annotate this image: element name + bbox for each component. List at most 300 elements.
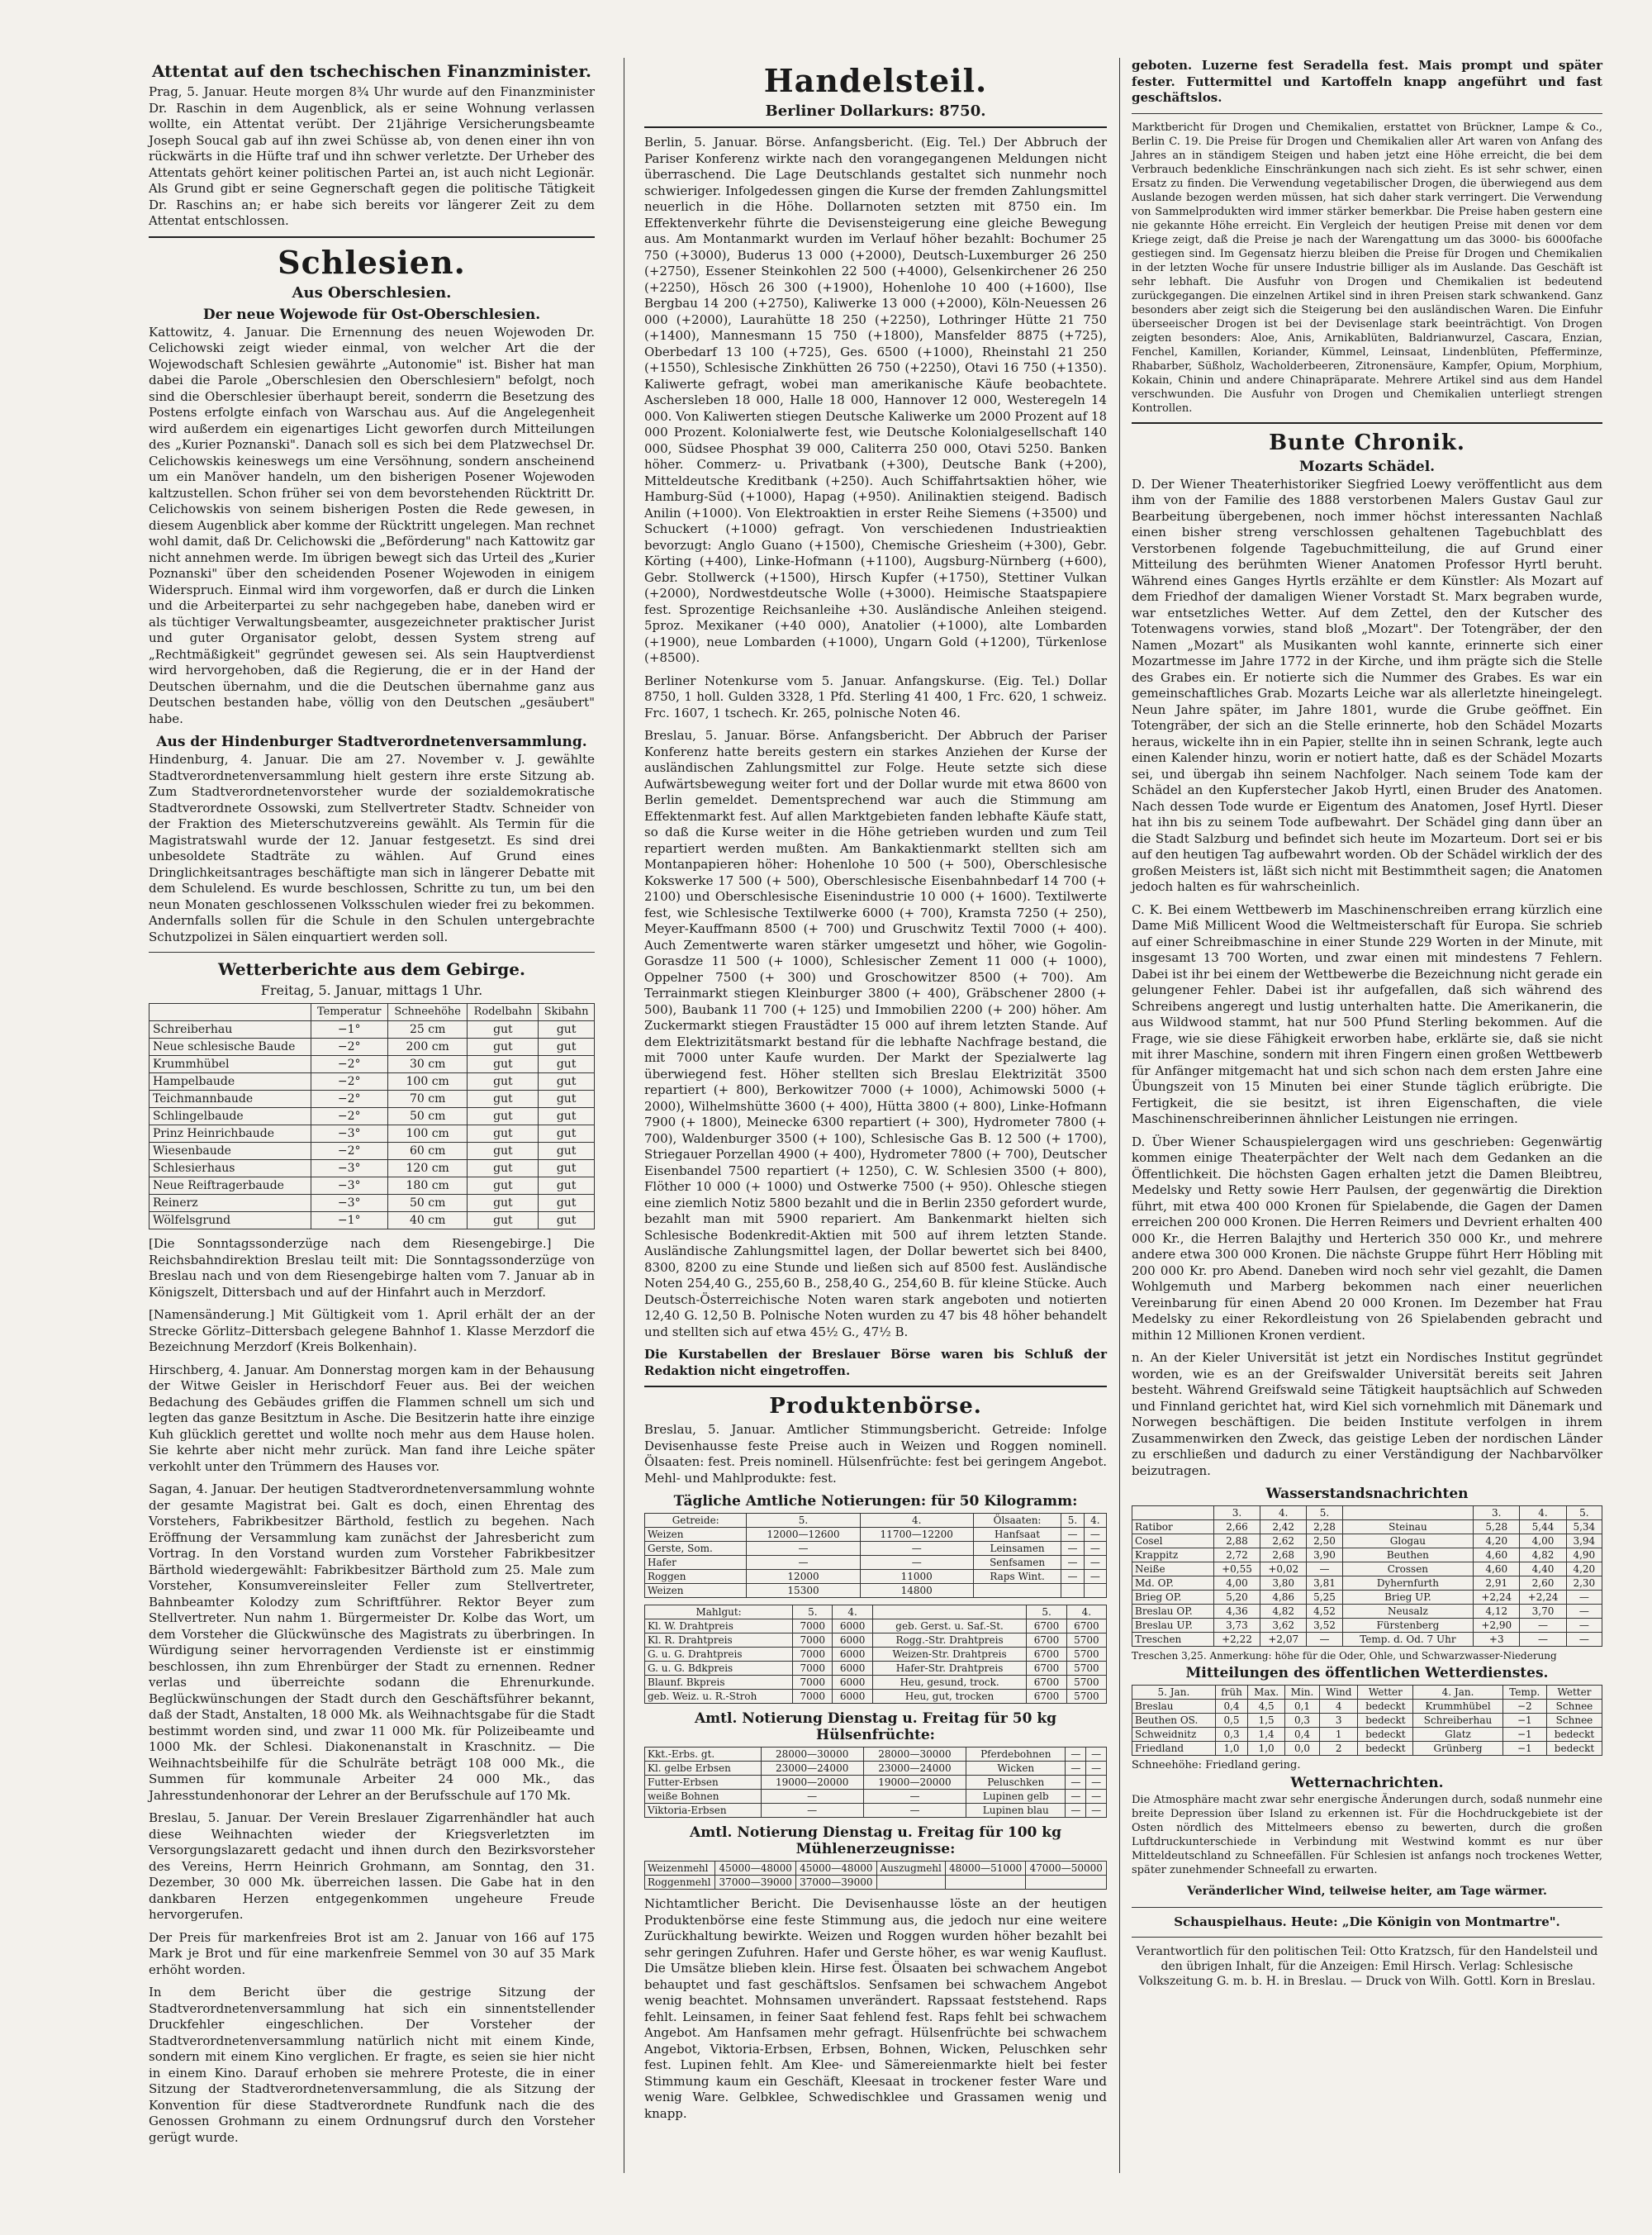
- drogen-marktbericht: Marktbericht für Drogen und Chemikalien, erstattet von Brückner, Lampe & Co., Berlin C. 19. Die Preise für Drogen und Chemikalien aller Art waren von Anfang des Jahres an in ständigem Steigen und haben jetzt eine Höhe erreicht, die bei dem Verbrauch bedenkliche Einschränkungen nach sich zieht. Es ist sehr schwer, einen Ersatz zu finden. Die Verwendung vegetabilischer Drogen, die überwiegend aus dem Auslande bezogen werden müssen, hat sich daher stark verringert. Die Verwendung von Sammelprodukten wird immer stärker bemerkbar. Die Preise haben gestern eine nie gekannte Höhe erreicht. Ein Vergleich der heutigen Preise mit denen vor dem Kriege zeigt, daß die Preise je nach der Warengattung um das 3000- bis 6000fache gestiegen sind. Im Gegensatz hierzu bleiben die Preise für Drogen und Chemikalien in der letzten Woche für unsere Industrie billiger als im Auslande. Das Geschäft ist sehr lebhaft. Die Ausfuhr von Drogen und Chemikalien ist bedeutend zurückgegangen. Die einzelnen Artikel sind in ihren Preisen stark schwankend. Ganz besonders aber zeigt sich die Steigerung bei den ausländischen Waren. Die Einfuhr überseeischer Drogen ist bei der Devisenlage stark beeinträchtigt. Von Drogen zeigten besonders: Aloe, Anis, Arnikablüten, Baldrianwurzel, Cascara, Enzian, Fenchel, Kamillen, Koriander, Kümmel, Leinsaat, Lindenblüten, Pfefferminze, Rhabarber, Süßholz, Wacholderbeeren, Zitronensäure, Kampfer, Opium, Morphium, Kokain, Chinin und andere Chinapräparate. Mehrere Artikel sind aus dem Handel verschwunden. Die Ausfuhr von Drogen und Chemikalien unterliegt strengen Kontrollen.: [1132, 121, 1602, 415]
- table-row: [1132, 1520, 1602, 1534]
- table-cell: —: [747, 1542, 860, 1556]
- divider: [1132, 1937, 1602, 1938]
- table-row: [150, 1108, 595, 1125]
- table-cell: gut: [468, 1212, 539, 1229]
- table-cell: Teichmannbaude: [150, 1091, 311, 1108]
- table-cell: 25 cm: [387, 1021, 468, 1039]
- table-cell: 50 cm: [387, 1195, 468, 1212]
- muehlenerzeugnisse-table: [644, 1861, 1107, 1890]
- table-cell: Schlesierhaus: [150, 1160, 311, 1177]
- wetterdienst-table: [1132, 1685, 1602, 1756]
- table-cell: +3: [1474, 1633, 1520, 1647]
- table-row: [645, 1804, 1107, 1818]
- table-cell: 3,70: [1520, 1605, 1566, 1619]
- table-cell: 200 cm: [387, 1039, 468, 1056]
- table-cell: 3,81: [1307, 1576, 1342, 1591]
- table-header-cell: Ölsaaten:: [973, 1514, 1061, 1528]
- table-cell: Glatz: [1413, 1728, 1502, 1742]
- table-cell: 4,40: [1520, 1562, 1566, 1576]
- table-cell: Leinsamen: [973, 1542, 1061, 1556]
- produktenboerse-title: Produktenbörse.: [769, 1394, 982, 1419]
- table-header-cell: 4.: [1260, 1506, 1307, 1520]
- table-cell: 4,12: [1474, 1605, 1520, 1619]
- table-cell: —: [761, 1790, 863, 1804]
- table-header-cell: 5. Jan.: [1132, 1686, 1216, 1700]
- table-cell: [973, 1584, 1061, 1598]
- table-cell: Kl. gelbe Erbsen: [645, 1762, 762, 1776]
- table-cell: 7000: [793, 1662, 833, 1676]
- table-cell: −2°: [311, 1091, 387, 1108]
- table-cell: —: [1066, 1748, 1086, 1762]
- table-row: [150, 1125, 595, 1143]
- table-cell: Wölfelsgrund: [150, 1212, 311, 1229]
- table-cell: −2°: [311, 1143, 387, 1160]
- table-cell: 30 cm: [387, 1056, 468, 1073]
- table-cell: Auszugmehl: [876, 1862, 945, 1876]
- wetter-prognose: Veränderlicher Wind, teilweise heiter, am Tage wärmer.: [1187, 1885, 1547, 1898]
- notierungen-caption: Tägliche Amtliche Notierungen: für 50 Kilogramm:: [673, 1493, 1078, 1510]
- table-cell: 7000: [793, 1690, 833, 1704]
- table-cell: Prinz Heinrichbaude: [150, 1125, 311, 1143]
- hindenburg-article: Hindenburg, 4. Januar. Die am 27. November v. J. gewählte Stadtverordnetenversammlung hielt gestern ihre erste Sitzung ab. Zum Stadtverordnetenvorsteher wurde der sozialdemokratische Stadtverordnete Ossowski, zum Stellvertreter Stadtv. Schneider von der Fraktion des Mieterschutzvereins gewählt. Als Termin für die Magistratswahl wurde der 12. Januar festgesetzt. Es sind drei unbesoldete Stadträte zu wählen. Auf Grund eines Dringlichkeitsantrages beschäftigte man sich in längerer Debatte mit dem Schulelend. Es wurde beschlossen, Schritte zu tun, um bei den neun Monaten geschlossenen Volksschulen wieder frei zu bekommen. Andernfalls sollen für die Schule in den Schulen untergebrachte Schutzpolizei in Sälen einquartiert werden soll.: [149, 752, 595, 944]
- table-cell: 5700: [1066, 1648, 1106, 1662]
- table-cell: 45000—48000: [796, 1862, 877, 1876]
- divider: [149, 952, 595, 953]
- table-cell: —: [1566, 1605, 1602, 1619]
- table-cell: Cosel: [1132, 1534, 1214, 1548]
- table-cell: 2,30: [1566, 1576, 1602, 1591]
- table-cell: bedeckt: [1358, 1742, 1413, 1756]
- table-cell: Kkt.-Erbs. gt.: [645, 1748, 762, 1762]
- table-header-cell: 5.: [1307, 1506, 1342, 1520]
- table-cell: Krappitz: [1132, 1548, 1214, 1562]
- table-cell: −2°: [311, 1073, 387, 1091]
- namensaenderung-article: [Namensänderung.] Mit Gültigkeit vom 1. April erhält der an der Strecke Görlitz–Dittersbach gelegene Bahnhof 1. Klasse Merzdorf die Bezeichnung Merzdorf (Kreis Bolkenhain).: [149, 1307, 595, 1354]
- table-cell: —: [1520, 1633, 1566, 1647]
- table-cell: 2,42: [1260, 1520, 1307, 1534]
- table-cell: −2°: [311, 1056, 387, 1073]
- table-header-cell: 3.: [1474, 1506, 1520, 1520]
- table-cell: —: [1086, 1804, 1107, 1818]
- table-cell: 2,91: [1474, 1576, 1520, 1591]
- table-cell: 50 cm: [387, 1108, 468, 1125]
- table-cell: 47000—50000: [1026, 1862, 1107, 1876]
- table-cell: 1,0: [1248, 1742, 1285, 1756]
- table-cell: —: [1086, 1790, 1107, 1804]
- hirschberg-article: Hirschberg, 4. Januar. Am Donnerstag morgen kam in der Behausung der Witwe Geisler in Herischdorf Feuer aus. Bei der weichen Bedachung des Gebäudes griffen die Flammen schnell um sich und legten das ganze Besitztum in Asche. Die Besitzerin hatte ihre einzige Kuh glücklich gerettet und wollte noch mehr aus dem Hause holen. Sie kehrte aber nicht mehr zurück. Man fand ihre Leiche später verkohlt unter den Trümmern des Hauses vor.: [149, 1362, 595, 1474]
- table-cell: Weizenmehl: [645, 1862, 715, 1876]
- table-header-cell: 5.: [1566, 1506, 1602, 1520]
- futtermittel-text: geboten. Luzerne fest Seradella fest. Mais prompt und später fester. Futtermittel und Kartoffeln knapp angeführt und fast geschäftslos.: [1132, 58, 1602, 105]
- wasserstand-note: Treschen 3,25. Anmerkung: höhe für die Oder, Ohle, und Schwarzwasser-Niederung: [1132, 1650, 1557, 1662]
- mozart-article: D. Der Wiener Theaterhistoriker Siegfried Loewy veröffentlicht aus dem ihm von der Familie des 1888 verstorbenen Malers Gustav Gaul zur Bearbeitung übergebenen, noch immer höchst interessanten Nachlaß einen bisher streng verschlossen gehaltenen Tagebuchblatt des Verstorbenen folgende Tagebuchmitteilung, die auf Grund einer Mitteilung des berühmten Wiener Anatomen Professor Hyrtl beruht. Während eines Ganges Hyrtls erzählte er dem Künstler: Als Mozart auf dem Friedhof der damaligen Wiener Vorstadt St. Marx begraben wurde, war entsetzliches Wetter. Auf dem Zettel, den der Kutscher des Totenwagens vorwies, stand bloß „Mozart". Der Totengräber, der den Namen „Mozart" als Musikanten wohl kannte, erinnerte sich einer Mozartmesse im Jahre 1772 in der Kirche, und ihm prägte sich die Stelle des Grabes ein. Er notierte sich die Nummer des Grabes. Es war ein gemeinschaftliches Grab. Mozarts Leiche war als allerletzte hineingelegt. Neun Jahre später, im Jahre 1801, wurde die Grube geöffnet. Ein Totengräber, der sich an die Stelle erinnerte, hob den Schädel Mozarts heraus, wickelte ihn in ein Papier, stellte ihn in seinen Schrank, legte auch einen Kalender hinzu, worin er notiert hatte, daß es der Schädel Mozarts sei, und übergab ihn seinem Nachfolger. Nach seinem Tode kam der Schädel an den Kupferstecher Jakob Hyrtl, einen Bruder des Anatomen. Nach dessen Tode wurde er Eigentum des Anatomen, Josef Hyrtl. Dieser hat ihn bis zu seinem Tode aufbewahrt. Der Schädel ging dann über an die Stadt Salzburg und befindet sich heute im Mozarteum. Dort sei er bis auf den heutigen Tag aufbewahrt worden. Ob der Schädel wirklich der des großen Meisters ist, läßt sich nicht mit Bestimmtheit sagen; die Anatomen jedoch halten es für wahrscheinlich.: [1132, 476, 1602, 894]
- table-cell: Weizen: [645, 1584, 747, 1598]
- wetter-gebirge-title: Wetterberichte aus dem Gebirge.: [218, 959, 525, 979]
- table-cell: G. u. G. Bdkpreis: [645, 1662, 793, 1676]
- huelsenfruechte-table: [644, 1747, 1107, 1818]
- table-cell: 100 cm: [387, 1125, 468, 1143]
- column-2: [644, 58, 1107, 2128]
- table-cell: 4,86: [1260, 1591, 1307, 1605]
- table-cell: Dyhernfurth: [1342, 1576, 1474, 1591]
- table-cell: +2,90: [1474, 1619, 1520, 1633]
- table-cell: Hanfsaat: [973, 1528, 1061, 1542]
- table-row: [645, 1662, 1107, 1676]
- table-cell: 11700—12200: [860, 1528, 973, 1542]
- divider: [149, 236, 595, 238]
- table-cell: Lupinen gelb: [966, 1790, 1066, 1804]
- table-row: [1132, 1714, 1602, 1728]
- table-row: [645, 1676, 1107, 1690]
- table-cell: gut: [539, 1195, 595, 1212]
- table-cell: Hampelbaude: [150, 1073, 311, 1091]
- table-row: [150, 1021, 595, 1039]
- table-row: [645, 1862, 1107, 1876]
- table-header-cell: Temperatur: [311, 1004, 387, 1021]
- hindenburg-heading: Aus der Hindenburger Stadtverordnetenversammlung.: [156, 734, 587, 750]
- table-row: [150, 1195, 595, 1212]
- table-cell: —: [1307, 1562, 1342, 1576]
- table-cell: 180 cm: [387, 1177, 468, 1195]
- table-cell: 6700: [1027, 1619, 1066, 1633]
- table-cell: 2,72: [1213, 1548, 1260, 1562]
- table-cell: 2,66: [1213, 1520, 1260, 1534]
- table-header-cell: 4.: [1520, 1506, 1566, 1520]
- table-cell: gut: [468, 1125, 539, 1143]
- table-cell: 23000—24000: [863, 1762, 966, 1776]
- table-cell: 5,34: [1566, 1520, 1602, 1534]
- table-header-cell: Wetter: [1546, 1686, 1602, 1700]
- table-cell: 4,00: [1213, 1576, 1260, 1591]
- table-cell: 4,82: [1520, 1548, 1566, 1562]
- table-header-cell: Temp.: [1502, 1686, 1546, 1700]
- table-cell: Schnee: [1546, 1714, 1602, 1728]
- table-header-cell: 5.: [1061, 1514, 1084, 1528]
- table-cell: 0,1: [1285, 1700, 1320, 1714]
- table-row: [645, 1762, 1107, 1776]
- table-cell: 6700: [1027, 1676, 1066, 1690]
- table-cell: —: [1066, 1804, 1086, 1818]
- table-cell: 4: [1319, 1700, 1357, 1714]
- table-cell: −3°: [311, 1177, 387, 1195]
- table-row: [645, 1584, 1107, 1598]
- table-cell: gut: [468, 1056, 539, 1073]
- table-row: [645, 1570, 1107, 1584]
- table-row: [645, 1648, 1107, 1662]
- table-cell: 0,3: [1215, 1728, 1247, 1742]
- table-header-cell: [1132, 1506, 1214, 1520]
- table-row: [1132, 1700, 1602, 1714]
- table-cell: 28000—30000: [761, 1748, 863, 1762]
- table-cell: −2°: [311, 1108, 387, 1125]
- table-cell: —: [1566, 1619, 1602, 1633]
- table-cell: 60 cm: [387, 1143, 468, 1160]
- table-cell: 2,60: [1520, 1576, 1566, 1591]
- table-header-cell: [150, 1004, 311, 1021]
- sonderzuege-article: [Die Sonntagssonderzüge nach dem Riesengebirge.] Die Reichsbahndirektion Breslau teilt mit: Die Sonntagssonderzüge von Breslau nach und von dem Riesengebirge halten vom 7. Januar ab in Königszelt, Dittersbach und auf der Hinfahrt auch in Merzdorf.: [149, 1236, 595, 1300]
- table-cell: Breslau: [1132, 1700, 1216, 1714]
- table-cell: 2,68: [1260, 1548, 1307, 1562]
- wasserstand-table: [1132, 1505, 1602, 1647]
- table-cell: Grünberg: [1413, 1742, 1502, 1756]
- table-cell: Weizen: [645, 1528, 747, 1542]
- table-cell: Peluschken: [966, 1776, 1066, 1790]
- table-row: [645, 1748, 1107, 1762]
- table-cell: −3°: [311, 1160, 387, 1177]
- table-cell: 5,25: [1307, 1591, 1342, 1605]
- table-cell: gut: [468, 1195, 539, 1212]
- table-cell: 6700: [1027, 1690, 1066, 1704]
- table-cell: —: [1084, 1542, 1106, 1556]
- table-header-cell: Min.: [1285, 1686, 1320, 1700]
- table-cell: —: [1084, 1528, 1106, 1542]
- table-cell: Ratibor: [1132, 1520, 1214, 1534]
- table-row: [150, 1212, 595, 1229]
- table-cell: Gerste, Som.: [645, 1542, 747, 1556]
- table-header-cell: früh: [1215, 1686, 1247, 1700]
- table-cell: +2,24: [1474, 1591, 1520, 1605]
- table-header-cell: 4. Jan.: [1413, 1686, 1502, 1700]
- table-cell: Neue Reiftragerbaude: [150, 1177, 311, 1195]
- kiel-article: n. An der Kieler Universität ist jetzt ein Nordisches Institut gegründet worden, wie es an der Greifswalder Universität bereits seit Jahren besteht. Während Greifswald seine Tätigkeit hauptsächlich auf Schweden und Finnland gerichtet hat, wird Kiel sich vornehmlich mit Dänemark und Norwegen beschäftigen. Die beiden Institute verfolgen in ihrem Zusammenwirken den Zweck, das geistige Leben der nordischen Länder zu erschließen und dadurch zu einer Verständigung der Nachbarvölker beizutragen.: [1132, 1350, 1602, 1478]
- table-header-cell: 5.: [747, 1514, 860, 1528]
- table-cell: 19000—20000: [761, 1776, 863, 1790]
- table-cell: —: [1066, 1776, 1086, 1790]
- table-cell: —: [1084, 1556, 1106, 1570]
- table-cell: 5700: [1066, 1676, 1106, 1690]
- table-cell: 4,5: [1248, 1700, 1285, 1714]
- table-cell: Roggen: [645, 1570, 747, 1584]
- table-cell: —: [1086, 1776, 1107, 1790]
- table-cell: Rogg.-Str. Drahtpreis: [872, 1633, 1027, 1648]
- table-cell: Krummhübel: [150, 1056, 311, 1073]
- table-cell: Krummhübel: [1413, 1700, 1502, 1714]
- column-3: [1132, 58, 1602, 1989]
- table-cell: Pferdebohnen: [966, 1748, 1066, 1762]
- table-cell: 23000—24000: [761, 1762, 863, 1776]
- table-cell: Schreiberhau: [1413, 1714, 1502, 1728]
- table-cell: +2,24: [1520, 1591, 1566, 1605]
- table-cell: 4,60: [1474, 1562, 1520, 1576]
- table-row: [645, 1556, 1107, 1570]
- notenkurse-article: Berliner Notenkurse vom 5. Januar. Anfangskurse. (Eig. Tel.) Dollar 8750, 1 holl. Gulden 3328, 1 Pfd. Sterling 41 400, 1 Frc. 620, 1 schweiz. Frc. 1607, 1 tschech. Kr. 265, polnische Noten 46.: [644, 673, 1107, 720]
- table-cell: 6700: [1027, 1633, 1066, 1648]
- table-cell: G. u. G. Drahtpreis: [645, 1648, 793, 1662]
- table-cell: bedeckt: [1546, 1742, 1602, 1756]
- table-cell: 11000: [860, 1570, 973, 1584]
- table-cell: —: [1307, 1633, 1342, 1647]
- table-cell: 7000: [793, 1648, 833, 1662]
- table-cell: 2,88: [1213, 1534, 1260, 1548]
- muehlenerzeugnisse-caption: Amtl. Notierung Dienstag u. Freitag für 100 kg Mühlenerzeugnisse:: [690, 1824, 1061, 1857]
- table-row: [645, 1633, 1107, 1648]
- table-cell: Heu, gesund, trock.: [872, 1676, 1027, 1690]
- table-cell: 70 cm: [387, 1091, 468, 1108]
- table-row: [645, 1690, 1107, 1704]
- table-cell: Friedland: [1132, 1742, 1216, 1756]
- table-cell: —: [1066, 1790, 1086, 1804]
- table-cell: Neusalz: [1342, 1605, 1474, 1619]
- table-header-cell: 4.: [860, 1514, 973, 1528]
- table-cell: Schlingelbaude: [150, 1108, 311, 1125]
- wetterdienst-title: Mitteilungen des öffentlichen Wetterdienstes.: [1185, 1665, 1549, 1681]
- table-cell: Reinerz: [150, 1195, 311, 1212]
- table-cell: [1026, 1876, 1107, 1890]
- table-cell: −1: [1502, 1714, 1546, 1728]
- table-cell: —: [860, 1556, 973, 1570]
- table-cell: 7000: [793, 1619, 833, 1633]
- table-cell: gut: [468, 1160, 539, 1177]
- table-cell: 6700: [1027, 1648, 1066, 1662]
- table-cell: 7000: [793, 1633, 833, 1648]
- schauspielhaus: Schauspielhaus. Heute: „Die Königin von Montmartre".: [1174, 1914, 1560, 1929]
- table-cell: bedeckt: [1358, 1700, 1413, 1714]
- table-row: [150, 1091, 595, 1108]
- table-cell: 4,60: [1474, 1548, 1520, 1562]
- table-cell: gut: [539, 1212, 595, 1229]
- table-header-cell: 5.: [793, 1605, 833, 1619]
- table-header-cell: Mahlgut:: [645, 1605, 793, 1619]
- table-cell: Weizen-Str. Drahtpreis: [872, 1648, 1027, 1662]
- table-cell: −3°: [311, 1195, 387, 1212]
- table-cell: −1: [1502, 1742, 1546, 1756]
- table-header-cell: Schneehöhe: [387, 1004, 468, 1021]
- table-cell: Senfsamen: [973, 1556, 1061, 1570]
- table-cell: gut: [468, 1143, 539, 1160]
- table-cell: weiße Bohnen: [645, 1790, 762, 1804]
- table-row: [1132, 1619, 1602, 1633]
- table-cell: Kl. R. Drahtpreis: [645, 1633, 793, 1648]
- berlin-boerse-article: Berlin, 5. Januar. Börse. Anfangsbericht. (Eig. Tel.) Der Abbruch der Pariser Konferenz wirkte nach den vorangegangenen Meldungen nicht überraschend. Die Lage Deutschlands gestaltet sich nunmehr noch schwieriger. Infolgedessen gingen die Kurse der fremden Zahlungsmittel neuerlich in die Höhe. Dollarnoten setzten mit 8750 ein. Im Effektenverkehr führte die Devisensteigerung eine gleiche Bewegung aus. Am Montanmarkt wurden im Verlauf höher bezahlt: Bochumer 25 750 (+3000), Buderus 13 000 (+2000), Deutsch-Luxemburger 26 250 (+2750), Essener Steinkohlen 22 500 (+4000), Gelsenkirchener 26 250 (+2250), Hösch 26 300 (+1900), Hohenlohe 10 400 (+1600), Ilse Bergbau 14 200 (+2750), Kaliwerke 13 000 (+2000), Köln-Neuessen 26 000 (+2000), Laurahütte 18 250 (+2250), Lothringer Hütte 21 750 (+1400), Mannesmann 15 750 (+1800), Mansfelder 8875 (+725), Oberbedarf 13 100 (+725), Ges. 6500 (+1000), Rheinstahl 21 250 (+1550), Schlesische Zinkhütten 26 750 (+2250), Otavi 16 750 (+1350). Kaliwerte gefragt, wobei man amerikanische Käufe beobachtete. Aschersleben 18 000, Halle 18 000, Hannover 12 000, Westeregeln 14 000. Von Kaliwerten stiegen Deutsche Kaliwerke um 2000 Prozent auf 18 000 Prozent. Kolonialwerte fest, wie Deutsche Kolonialgesellschaft 140 000, Südsee Phosphat 39 000, Caliterra 250 000, Otavi 5250. Banken höher. Commerz- u. Privatbank (+300), Deutsche Bank (+200), Mitteldeutsche Kreditbank (+250). Auch Schiffahrtsaktien höher, wie Hamburg-Süd (+1000), Hapag (+950). Anilinaktien steigend. Badisch Anilin (+1000). Von Elektroaktien in erster Reihe Siemens (+3500) und Schuckert (+1000) gefragt. Von verschiedenen Industrieaktien bevorzugt: Anglo Guano (+1500), Chemische Griesheim (+300), Gebr. Körting (+400), Linke-Hofmann (+1100), Augsburg-Nürnberg (+600), Gebr. Stollwerck (+1500), Hirsch Kupfer (+1750), Stettiner Vulkan (+2000), Nordwestdeutsche Wolle (+3000). Heimische Staatspapiere fest. Sprozentige Reichsanleihe +30. Ausländische Anleihen steigend. 5proz. Mexikaner (+40 000), Anatolier (+1000), alte Lombarden (+1900), neue Lombarden (+1000), Ungarn Gold (+1200), Türkenlose (+8500).: [644, 135, 1107, 665]
- table-cell: —: [761, 1804, 863, 1818]
- table-row: [150, 1143, 595, 1160]
- getreide-table: [644, 1513, 1107, 1598]
- table-cell: —: [1520, 1619, 1566, 1633]
- table-cell: Beuthen OS.: [1132, 1714, 1216, 1728]
- table-cell: Beuthen: [1342, 1548, 1474, 1562]
- table-cell: 5700: [1066, 1690, 1106, 1704]
- table-row: [150, 1073, 595, 1091]
- nichtamtlich-article: Nichtamtlicher Bericht. Die Devisenhausse löste an der heutigen Produktenbörse eine feste Stimmung aus, die jedoch nur eine weitere Zurückhaltung bewirkte. Weizen und Roggen wurden höher bezahlt bei sehr geringen Zufuhren. Hafer und Gerste höher, es war wenig Kauflust. Die Umsätze blieben klein. Hirse fest. Ölsaaten bei schwachem Angebot behauptet und fast geschäftslos. Senfsamen bei schwachem Angebot wenig beachtet. Mohnsamen unverändert. Rapssaat feststehend. Raps fehlt. Leinsamen, in feiner Saat fehlend fest. Raps fehlt bei schwachem Angebot. Am Hanfsamen mehr gefragt. Hülsenfrüchte bei schwachem Angebot, Viktoria-Erbsen, Erbsen, Bohnen, Wicken, Peluschken sehr fest. Lupinen fehlt. Am Klee- und Sämereienmarkte hielt bei fester Stimmung kaum ein Geschäft, Kleesaat in trockener fester Ware und wenig Ware. Gelbklee, Schwedischklee und Grassamen wenig und knapp.: [644, 1896, 1107, 2121]
- table-cell: −3°: [311, 1125, 387, 1143]
- table-cell: Kl. W. Drahtpreis: [645, 1619, 793, 1633]
- table-cell: 28000—30000: [863, 1748, 966, 1762]
- table-cell: 6000: [833, 1633, 872, 1648]
- table-cell: Roggenmehl: [645, 1876, 715, 1890]
- table-cell: 6700: [1066, 1619, 1106, 1633]
- table-cell: bedeckt: [1546, 1728, 1602, 1742]
- table-cell: Treschen: [1132, 1633, 1214, 1647]
- table-cell: 19000—20000: [863, 1776, 966, 1790]
- table-cell: geb. Gerst. u. Saf.-St.: [872, 1619, 1027, 1633]
- table-cell: —: [1061, 1528, 1084, 1542]
- table-header-cell: Wetter: [1358, 1686, 1413, 1700]
- table-cell: 2,28: [1307, 1520, 1342, 1534]
- table-cell: —: [860, 1542, 973, 1556]
- table-header-cell: [1342, 1506, 1474, 1520]
- table-cell: 12000: [747, 1570, 860, 1584]
- table-cell: 6000: [833, 1619, 872, 1633]
- table-cell: Viktoria-Erbsen: [645, 1804, 762, 1818]
- table-cell: 1,0: [1215, 1742, 1247, 1756]
- bunte-chronik-title: Bunte Chronik.: [1269, 430, 1465, 455]
- table-header-cell: Skibahn: [539, 1004, 595, 1021]
- table-cell: 3,62: [1260, 1619, 1307, 1633]
- table-cell: gut: [539, 1125, 595, 1143]
- table-cell: 5700: [1066, 1633, 1106, 1648]
- druckfehler-article: In dem Bericht über die gestrige Sitzung der Stadtverordnetenversammlung hat sich ein sinnentstellender Druckfehler eingeschlichen. Der Vorsteher der Stadtverordnetenversammlung natürlich nicht mit einem Kinde, sondern mit einem Kino verglichen. Er fragte, es seien sie hier nicht in einem Kino. Darauf erhoben sie mehrere Proteste, die in einer Sitzung der Stadtverordnetenversammlung, die als Sitzung der Konvention für diese Stadtverordnete Rundfunk nach die des Genossen Grohmann zu einem Ordnungsruf durch den Vorsteher gerügt wurde.: [149, 1985, 595, 2145]
- table-cell: 6000: [833, 1662, 872, 1676]
- gebirge-weather-table: [149, 1003, 595, 1229]
- table-cell: 5,44: [1520, 1520, 1566, 1534]
- divider: [1132, 422, 1602, 424]
- table-cell: Schnee: [1546, 1700, 1602, 1714]
- table-cell: Brieg OP.: [1132, 1591, 1214, 1605]
- table-row: [150, 1177, 595, 1195]
- table-cell: gut: [468, 1021, 539, 1039]
- wojewode-heading: Der neue Wojewode für Ost-Oberschlesien.: [202, 306, 541, 323]
- wojewode-article: Kattowitz, 4. Januar. Die Ernennung des neuen Wojewoden Dr. Celichowski zeigt wieder einmal, von welcher Art die der Wojewodschaft Schlesien gewährte „Autonomie" ist. Bisher hat man dabei die Parole „Oberschlesien den Oberschlesiern" befolgt, noch sind die Oberschlesier überhaupt bereit, sonderrn die Besetzung des Postens erfolgte einfach von Warschau aus. Auf die Angelegenheit wird außerdem ein eigenartiges Licht geworfen durch Mitteilungen des „Kurier Poznanski". Danach soll es sich bei dem Platzwechsel Dr. Celichowskis keineswegs um eine Versöhnung, sondern anscheinend um ein Manöver handeln, um den bisherigen Posener Wojewoden kaltzustellen. Schon früher sei von dem bevorstehenden Rücktritt Dr. Celichowskis von seinem bisherigen Posten die Rede gewesen, in diesem Augenblick aber komme der Rücktritt ungelegen. Man rechnet wohl damit, daß Dr. Celichowski die „Beförderung" nach Kattowitz gar nicht annehmen werde. Im übrigen bewegt sich das Urteil des „Kurier Poznanski" über den scheidenden Posener Wojewoden in einigem Widerspruch. Einmal wird ihm vorgeworfen, daß er durch die Linken und die Arbeiterpartei zu sehr nachgegeben habe, daneben wird er als tüchtiger Verwaltungsbeamter, ausgezeichneter praktischer Jurist und guter Organisator gelobt, dessen System streng auf „Rechtmäßigkeit" gegründet gewesen sei. Als sein Hauptverdienst wird hervorgehoben, daß die Regierung, die er in der Hand der Deutschen übernahm, und die die Deutschen übernahme ganz aus Deutschen bestanden habe, völlig von den Deutschen „gesäubert" habe.: [149, 324, 595, 726]
- table-cell: 5,20: [1213, 1591, 1260, 1605]
- table-cell: 6000: [833, 1676, 872, 1690]
- table-row: [150, 1160, 595, 1177]
- table-row: [1132, 1591, 1602, 1605]
- table-cell: —: [747, 1556, 860, 1570]
- table-row: [1132, 1605, 1602, 1619]
- table-cell: +2,07: [1260, 1633, 1307, 1647]
- schlesien-title: Schlesien.: [278, 243, 466, 281]
- table-cell: +0,55: [1213, 1562, 1260, 1576]
- table-cell: Wiesenbaude: [150, 1143, 311, 1160]
- table-header-cell: 4.: [1084, 1514, 1106, 1528]
- divider: [1132, 113, 1602, 114]
- table-row: [1132, 1633, 1602, 1647]
- schlesien-subtitle: Aus Oberschlesien.: [292, 283, 452, 302]
- table-cell: 15300: [747, 1584, 860, 1598]
- table-cell: 7000: [793, 1676, 833, 1690]
- table-cell: Brieg UP.: [1342, 1591, 1474, 1605]
- table-cell: 4,20: [1566, 1562, 1602, 1576]
- table-cell: +0,02: [1260, 1562, 1307, 1576]
- table-row: [645, 1776, 1107, 1790]
- table-cell: 4,90: [1566, 1548, 1602, 1562]
- table-cell: 2: [1319, 1742, 1357, 1756]
- divider: [1132, 1907, 1602, 1908]
- table-cell: gut: [539, 1056, 595, 1073]
- table-cell: gut: [539, 1160, 595, 1177]
- table-cell: bedeckt: [1358, 1714, 1413, 1728]
- table-cell: 0,0: [1285, 1742, 1320, 1756]
- table-cell: 4,20: [1474, 1534, 1520, 1548]
- table-cell: +2,22: [1213, 1633, 1260, 1647]
- table-cell: 4,36: [1213, 1605, 1260, 1619]
- column-1: [149, 58, 595, 2152]
- impressum: Verantwortlich für den politischen Teil: Otto Kratzsch, für den Handelsteil und den übrigen Inhalt, für die Anzeigen: Emil Hirsch. Verlag: Schlesische Volkszeitung G. m. b. H. in Breslau. — Druck von Wilh. Gottl. Korn in Breslau.: [1136, 1945, 1598, 1988]
- table-cell: 48000—51000: [945, 1862, 1026, 1876]
- schauspielergagen-article: D. Über Wiener Schauspielergagen wird uns geschrieben: Gegenwärtig kommen einige Theaterpächter der Welt nach dem Gedanken an die Öffentlichkeit. Die höchsten Gagen erhalten jetzt die Damen Bleibtreu, Medelsky und Retty sowie Herr Paulsen, der gegenwärtig die Direktion führt, mit etwa 400 000 Kronen für Spielabende, die Gagen der Damen erreichen 200 000 Kronen. Die Herren Reimers und Devrient erhalten 400 000 Kr., die Herren Balajthy und Herterich 350 000 Kr., und mehrere andere etwa 300 000 Kronen. Die nächste Gruppe führt Herr Höbling mit 200 000 Kr. pro Abend. Daneben wird noch sehr viel gezahlt, die Damen Wohlgemuth und Marberg bekommen nach einer neuerlichen Vereinbarung für einen Abend 20 000 Kronen. Im Dezember hat Frau Medelsky zu einer Rekordleistung von 26 Spielabenden gebracht und mithin 12 Millionen Kronen verdient.: [1132, 1134, 1602, 1343]
- table-cell: 3,90: [1307, 1548, 1342, 1562]
- table-cell: Raps Wint.: [973, 1570, 1061, 1584]
- table-cell: Temp. d. Od. 7 Uhr: [1342, 1633, 1474, 1647]
- table-cell: 37000—39000: [796, 1876, 877, 1890]
- table-cell: 14800: [860, 1584, 973, 1598]
- table-row: [150, 1039, 595, 1056]
- wetternachrichten-text: Die Atmosphäre macht zwar sehr energische Änderungen durch, sodaß nunmehr eine breite Depression über Island zu erkennen ist. Für die Hochdruckgebiete ist der Osten nördlich des Mittelmeers ebenso zu bewerten, durch die großen Luftdruckunterschiede in Verbindung mit Westwind kommt es nur über Mitteldeutschland zu Schneefällen. Für Schlesien ist anfangs noch trockenes Wetter, später zunehmender Schneefall zu erwarten.: [1132, 1794, 1602, 1876]
- table-cell: −1°: [311, 1021, 387, 1039]
- table-cell: 6000: [833, 1648, 872, 1662]
- table-cell: —: [1566, 1633, 1602, 1647]
- table-cell: gut: [468, 1108, 539, 1125]
